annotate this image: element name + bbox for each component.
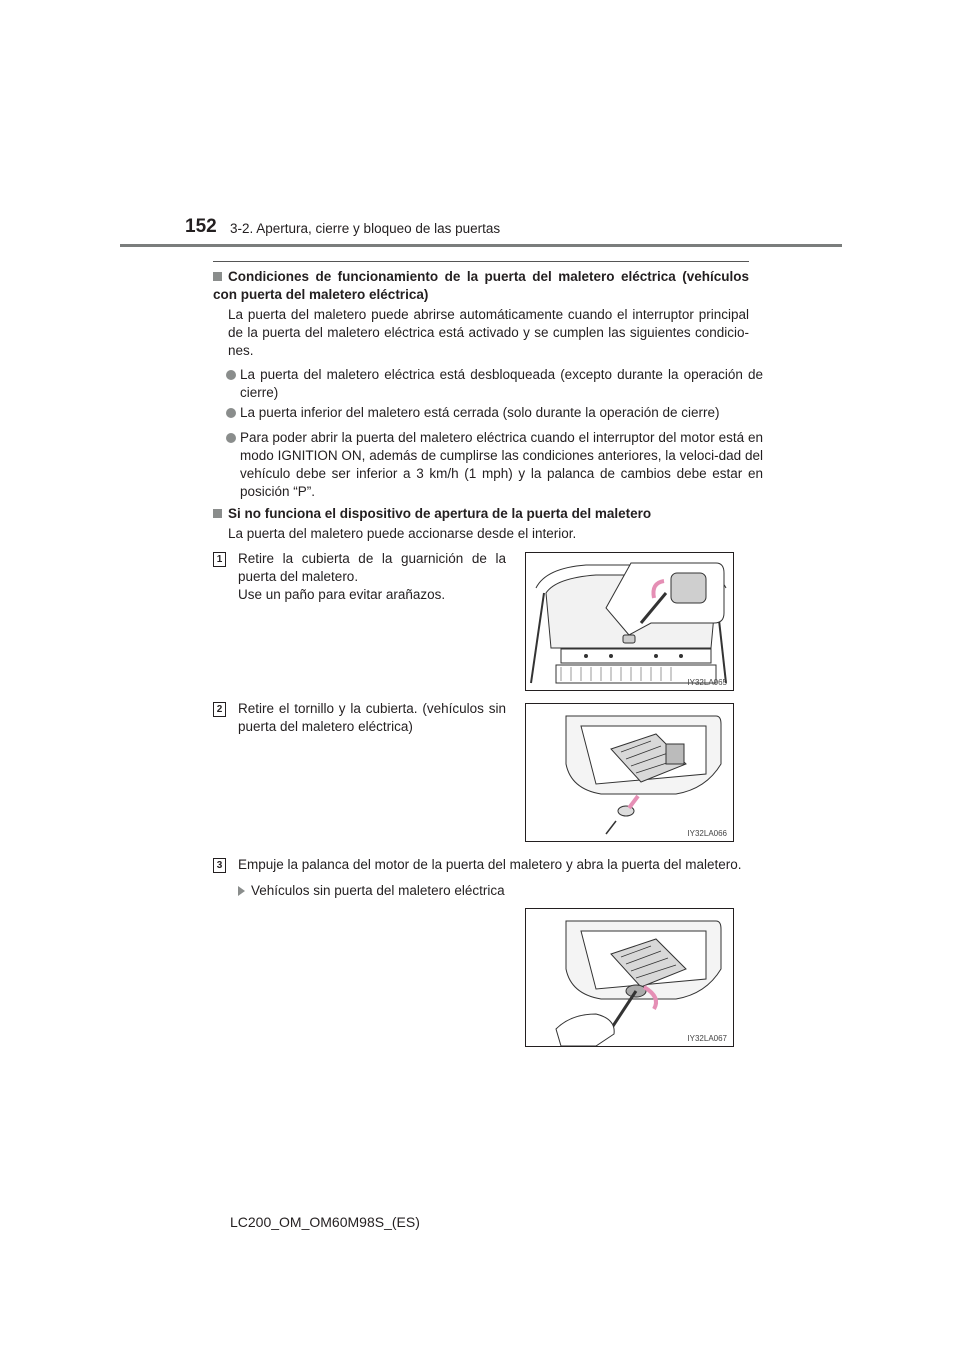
list-item-text: La puerta del maletero eléctrica está desbloqueada (excepto durante la operación de cierre) (240, 367, 763, 400)
figure-step-1 (525, 552, 734, 691)
circle-bullet-icon (226, 370, 236, 380)
step-number: 1 (213, 552, 226, 567)
list-item (226, 404, 763, 422)
step-3-subitem (238, 882, 738, 900)
square-bullet-icon (213, 272, 222, 281)
figure-step-2 (525, 703, 734, 842)
list-item-text: La puerta inferior del maletero está cerrada (solo durante la operación de cierre) (240, 405, 720, 420)
list-item (226, 366, 763, 402)
step-number: 2 (213, 702, 226, 717)
triangle-arrow-icon (238, 886, 245, 896)
list-item-text: Para poder abrir la puerta del maletero eléctrica cuando el interruptor del motor está en modo IGNITION ON, además de cumplirse las condiciones anteriores, la veloci-dad del vehículo debe ser inferior a 3 km/h (1 mph) y la palanca de cambios debe estar en posición “P”. (240, 430, 763, 499)
tailgate-trim-illustration (526, 553, 733, 690)
section2-heading (213, 505, 749, 523)
section2-intro: La puerta del maletero puede accionarse desde el interior. (228, 526, 577, 541)
step-number: 3 (213, 858, 226, 873)
section-title: 3-2. Apertura, cierre y bloqueo de las puertas (230, 221, 501, 236)
figure-code: IY32LA066 (687, 829, 727, 838)
step-3-subitem-text: Vehículos sin puerta del maletero eléctrica (251, 883, 505, 898)
list-item (226, 429, 763, 501)
section1-heading (213, 268, 749, 304)
section2-heading-text: Si no funciona el dispositivo de apertura de la puerta del maletero (228, 506, 652, 521)
step-1-note: Use un paño para evitar arañazos. (238, 587, 446, 602)
step-2-text: Retire el tornillo y la cubierta. (vehículos sin puerta del maletero eléctrica) (238, 701, 506, 734)
section1-intro: La puerta del maletero puede abrirse automáticamente cuando el interruptor principal de la puerta del maletero eléctrica está activado y se cumplen las siguientes condicio-nes. (228, 307, 749, 358)
screw-cover-illustration (526, 704, 733, 841)
step-1-text (238, 550, 506, 604)
page-number: 152 (185, 216, 217, 237)
figure-code: IY32LA065 (687, 678, 727, 687)
section1-heading-text: Condiciones de funcionamiento de la puerta del maletero eléctrica (vehículos con puerta del maletero eléctrica) (213, 269, 749, 302)
header-rule (120, 244, 842, 247)
square-bullet-icon (213, 509, 222, 518)
step-3-text: Empuje la palanca del motor de la puerta del maletero y abra la puerta del maletero. (238, 857, 742, 872)
step-1-instruction: Retire la cubierta de la guarnición de la puerta del maletero. (238, 551, 506, 584)
content-rule (213, 261, 749, 262)
circle-bullet-icon (226, 433, 236, 443)
lever-illustration (526, 909, 733, 1046)
circle-bullet-icon (226, 408, 236, 418)
figure-code: IY32LA067 (687, 1034, 727, 1043)
footer-code: LC200_OM_OM60M98S_(ES) (230, 1214, 420, 1230)
figure-step-3 (525, 908, 734, 1047)
